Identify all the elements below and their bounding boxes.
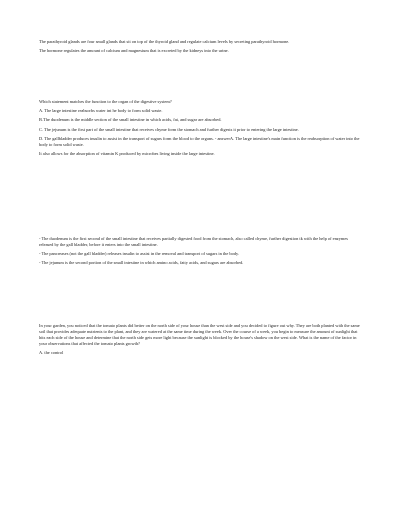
question-1-option-c: C. The jejunum is the first part of the small intestine that receives chyme form the stomach and further digests it prior to entering the large intestine.	[39, 126, 299, 132]
question-1-option-b: B.The duodenum is the middle section of the small intestine in which acids, fat, and sugar are absorbed.	[39, 117, 222, 123]
intro-paragraph-1: The parathyroid glands are four small glands that sit on top of the thyroid gland and regulate calcium levels by secreting parathyroid hormone.	[39, 39, 290, 44]
question-1-option-d: D. The gallbladder produces insulin to assist in the transport of sugars form the blood to the organs. - answerA. The large intestine's main function is the reabsorption of water into the body to form solid waste.	[39, 135, 360, 147]
question-1-option-a: A. The large intestine reabsorbs water int he body to form solid waste.	[39, 108, 163, 114]
question-2-answer: A. the control	[39, 350, 64, 356]
question-1-section	[39, 99, 361, 160]
question-2-prompt: In your garden, you noticed that the tomato plants did better on the north side of your house than the west side and you decided to figure out why. They are both planted with the same soil that provides adequate nutrients to the plant, and they are watered at the same time during the week. Over the course of a week, you begin to measure the amount of sunlight that hits each side of the house and determine that the north side gets more light because the sunlight is blocked by the house's shadow on the west side. What is the name of the factor in your observations that affected the tomato plants growth?	[39, 323, 360, 347]
question-1-prompt: Which statement matches the function to the organ of the digestive system?	[39, 99, 172, 104]
explanation-duodenum: - The duodenum is the first second of the small intestine that receives partially digested food from the stomach, also called chyme, further digestion tk with the help of enzymes released by the gall bladder, before it enters into the small intestine.	[39, 236, 349, 248]
explanation-jejunum: - The jejunum is the second portion of the small intestine in which amino acids, fatty acids, and sugars are absorbed.	[39, 260, 244, 266]
explanations-section	[39, 236, 361, 270]
question-1-note: It also allows for the absorption of vitamin K produced by microbes living inside the large intestine.	[39, 151, 215, 157]
explanation-pancreas: - The pancreases (not the gall bladder) releases insulin to assist in the removal and transport of sugars in the body.	[39, 251, 239, 257]
intro-section	[39, 39, 361, 57]
question-2-section	[39, 323, 361, 360]
intro-paragraph-2: The hormone regulates the amount of calcium and magnesium that is excreted by the kidneys into the urine.	[39, 48, 229, 54]
